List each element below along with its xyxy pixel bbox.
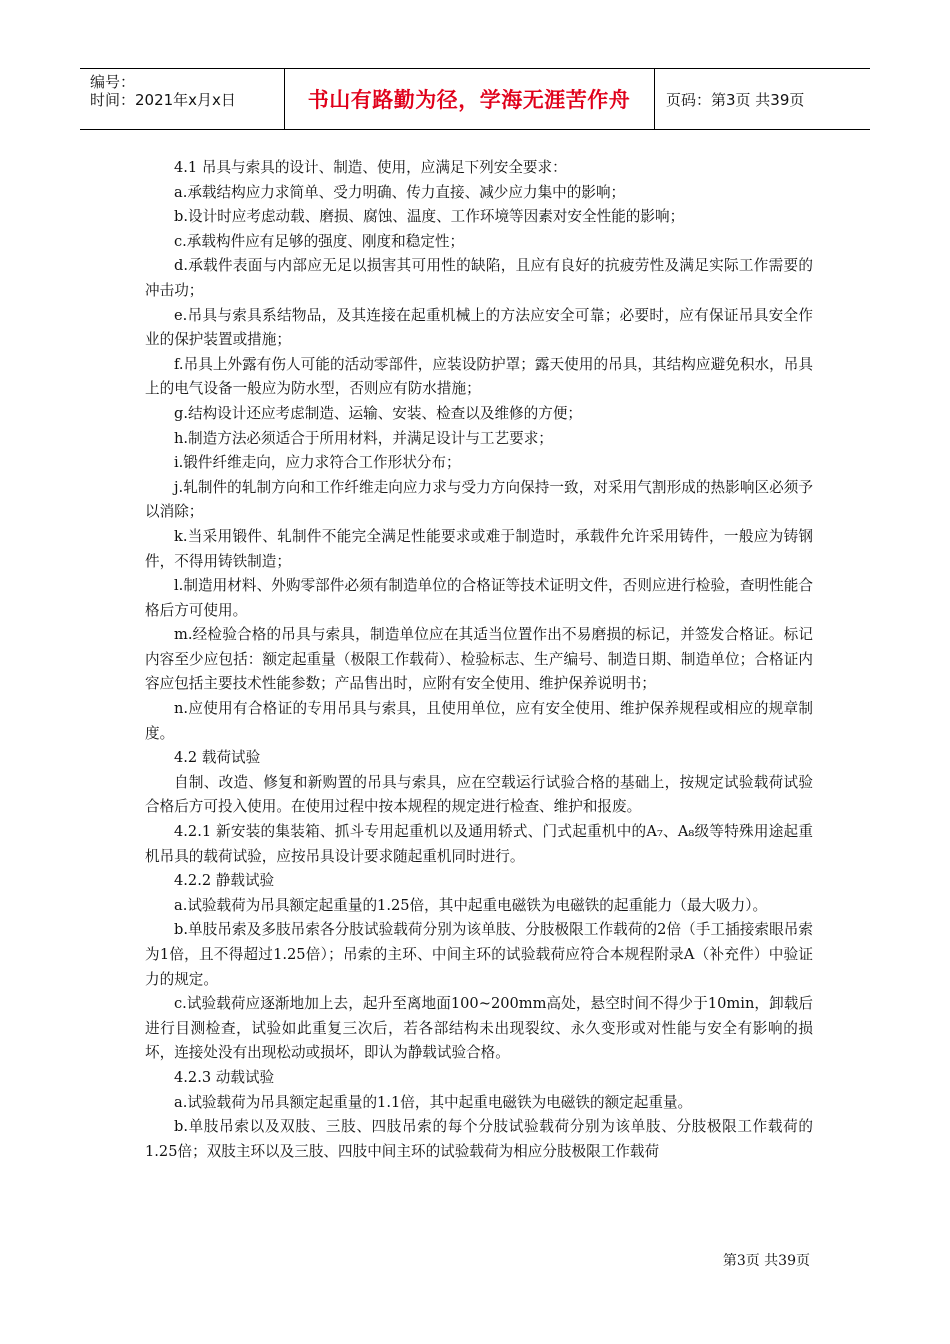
header-meta — [90, 69, 280, 129]
paragraph: a.承载结构应力求简单、受力明确、传力直接、减少应力集中的影响； — [174, 183, 626, 201]
paragraph: g.结构设计还应考虑制造、运输、安装、检查以及维修的方便； — [174, 404, 583, 422]
page-footer: 第3页 共39页 — [722, 1253, 810, 1269]
paragraph: a.试验载荷为吊具额定起重量的1.1倍，其中起重电磁铁为电磁铁的额定起重量。 — [174, 1093, 693, 1111]
section-heading: 4.2.2 静载试验 — [174, 872, 275, 890]
paragraph: f.吊具上外露有伤人可能的活动零部件，应装设防护罩；露天使用的吊具，其结构应避免积水，吊具上的电气设备一般应为防水型，否则应有防水措施； — [145, 355, 813, 398]
paragraph: l.制造用材料、外购零部件必须有制造单位的合格证等技术证明文件，否则应进行检验，查明性能合格后方可使用。 — [145, 577, 813, 619]
document-body — [145, 156, 813, 1164]
paragraph: a.试验载荷为吊具额定起重量的1.25倍，其中起重电磁铁为电磁铁的起重能力（最大吸力）。 — [174, 896, 768, 914]
paragraph: b.单肢吊索及多肢吊索各分肢试验载荷分别为该单肢、分肢极限工作载荷的2倍（手工插接索眼吊索为1倍，且不得超过1.25倍）；吊索的主环、中间主环的试验载荷应符合本规程附录A（补充件）中验证力的规定。 — [145, 921, 813, 988]
paragraph: i.锻件纤维走向，应力求符合工作形状分布； — [174, 454, 461, 472]
paragraph: n.应使用有合格证的专用吊具与索具，且使用单位，应有安全使用、维护保养规程或相应的规章制度。 — [145, 700, 813, 742]
section-heading: 4.2.3 动载试验 — [174, 1068, 275, 1086]
paragraph: 4.1 吊具与索具的设计、制造、使用，应满足下列安全要求： — [174, 159, 567, 176]
paragraph: c.试验载荷应逐渐地加上去，起升至离地面100~200mm高处，悬空时间不得少于10min，卸载后进行目测检查，试验如此重复三次后，若各部结构未出现裂纹、永久变形或对性能与安全有影响的损坏，连接处没有出现松动或损坏，即认为静载试验合格。 — [145, 995, 813, 1062]
paragraph: e.吊具与索具系结物品，及其连接在起重机械上的方法应安全可靠；必要时，应有保证吊具安全作业的保护装置或措施； — [145, 306, 813, 349]
header-motto: 书山有路勤为径，学海无涯苦作舟 — [307, 88, 631, 112]
paragraph: 4.2.1 新安装的集装箱、抓斗专用起重机以及通用轿式、门式起重机中的A₇、A₈级等特殊用途起重机吊具的载荷试验，应按吊具设计要求随起重机同时进行。 — [145, 823, 813, 865]
paragraph: c.承载构件应有足够的强度、刚度和稳定性； — [174, 232, 465, 250]
paragraph: b.单肢吊索以及双肢、三肢、四肢吊索的每个分肢试验载荷分别为该单肢、分肢极限工作载荷的1.25倍；双肢主环以及三肢、四肢中间主环的试验载荷为相应分肢极限工作载荷 — [145, 1118, 813, 1160]
document-number-label: 编号： — [90, 73, 136, 91]
paragraph: b.设计时应考虑动载、磨损、腐蚀、温度、工作环境等因素对安全性能的影响； — [174, 208, 685, 226]
paragraph: j.轧制件的轧制方向和工作纤维走向应力求与受力方向保持一致，对采用气割形成的热影响区必须予以消除； — [145, 478, 813, 521]
paragraph: 自制、改造、修复和新购置的吊具与索具，应在空载运行试验合格的基础上，按规定试验载荷试验合格后方可投入使用。在使用过程中按本规程的规定进行检查、维护和报废。 — [145, 773, 813, 816]
paragraph: m.经检验合格的吊具与索具，制造单位应在其适当位置作出不易磨损的标记，并签发合格证。标记内容至少应包括：额定起重量（极限工作载荷）、检验标志、生产编号、制造日期、制造单位；合格证内容应包括主要技术性能参数；产品售出时，应附有安全使用、维护保养说明书； — [145, 626, 813, 693]
document-date: 时间：2021年x月x日 — [90, 91, 236, 109]
paragraph: h.制造方法必须适合于所用材料，并满足设计与工艺要求； — [174, 429, 553, 447]
paragraph: d.承载件表面与内部应无足以损害其可用性的缺陷，且应有良好的抗疲劳性及满足实际工作需要的冲击功； — [145, 257, 813, 299]
header-divider — [654, 69, 655, 129]
header-page-info: 页码：第3页 共39页 — [666, 90, 805, 109]
page-header — [80, 68, 870, 130]
section-heading: 4.2 载荷试验 — [174, 749, 261, 767]
paragraph: k.当采用锻件、轧制件不能完全满足性能要求或难于制造时，承载件允许采用铸件，一般应为铸钢件，不得用铸铁制造； — [145, 527, 813, 570]
